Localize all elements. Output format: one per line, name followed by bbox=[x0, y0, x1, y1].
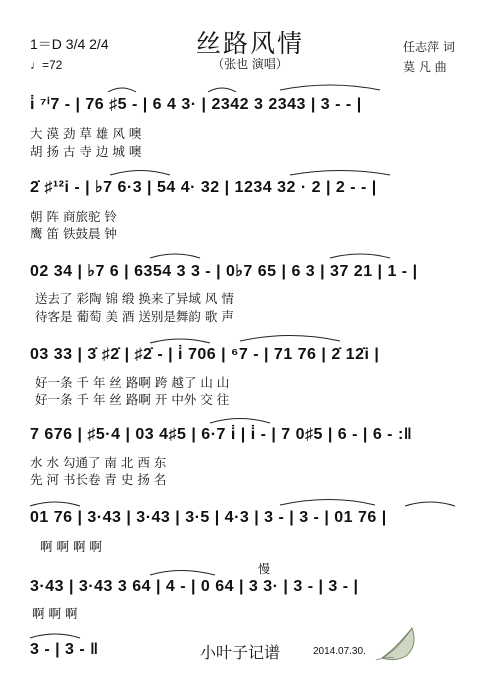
song-title: 丝路风情 bbox=[195, 29, 304, 58]
lyric-line: 水 水 勾通了 南 北 西 东 bbox=[30, 455, 167, 470]
slur-mark bbox=[405, 502, 455, 506]
transcriber-signature: 小叶子记谱 bbox=[200, 643, 281, 662]
lyric-line: 啊 啊 啊 bbox=[32, 606, 78, 621]
lyric-line: 好一条 千 年 丝 路啊 跨 越了 山 山 bbox=[35, 375, 230, 390]
lyric-line: 待客是 葡萄 美 酒 送别是舞韵 歌 声 bbox=[35, 309, 234, 324]
lyric-line: 鹰 笛 铁鼓晨 钟 bbox=[30, 226, 117, 241]
lyric-line: 大 漠 劲 草 雄 风 噢 bbox=[30, 126, 142, 141]
slur-mark bbox=[290, 171, 390, 176]
slur-mark bbox=[110, 171, 170, 176]
lyric-line: 朝 阵 商旅驼 铃 bbox=[30, 209, 117, 224]
slur-mark bbox=[210, 419, 270, 424]
tempo-mark: ♩=72 bbox=[30, 58, 63, 72]
slur-mark bbox=[330, 254, 390, 258]
notation-line: 3·43 | 3·43 3 64 | 4 - | 0 64 | 3 3· | 3 - | 3 - | bbox=[30, 578, 359, 595]
lyric-line: 啊 啊 啊 啊 bbox=[40, 539, 102, 554]
notation-line: i̇ ⁷ⁱ7 - | 76 ♯5 - | 6 4 3· | 2342 3 2343 | 3 - - | bbox=[30, 96, 362, 113]
slow-mark: 慢 bbox=[258, 562, 271, 576]
slur-mark bbox=[30, 634, 80, 638]
notation-line: 03 33 | 3̇ ♯2̇ | ♯2̇ - | i̇ 706 | ⁶7 - | 71 76 | 2̇ 12̇i | bbox=[30, 346, 380, 363]
notation-line: 2̇ ♯¹²i - | ♭7 6·3 | 54 4· 32 | 1234 32 · 2 | 2 - - | bbox=[30, 179, 377, 196]
slur-mark bbox=[280, 85, 380, 90]
lyric-line: 先 河 书长卷 青 史 扬 名 bbox=[30, 472, 167, 487]
composer-credit: 莫 凡 曲 bbox=[403, 60, 447, 74]
notation-line: 7 676 | ♯5·4 | 03 4♯5 | 6·7 i̇ | i̇ - | 7 0♯5 | 6 - | 6 - :‖ bbox=[30, 426, 413, 443]
slur-mark bbox=[150, 339, 210, 343]
leaf-icon bbox=[376, 628, 414, 660]
lyric-line: 好一条 千 年 丝 路啊 开 中外 交 往 bbox=[35, 392, 230, 407]
slur-mark bbox=[208, 88, 236, 92]
lyricist-credit: 任志萍 词 bbox=[403, 40, 455, 54]
notation-line: 02 34 | ♭7 6 | 6354 3 3 - | 0♭7 65 | 6 3 | 37 21 | 1 - | bbox=[30, 263, 418, 280]
notation-line: 3 - | 3 - ‖ bbox=[30, 641, 99, 658]
slur-mark bbox=[150, 254, 200, 258]
slur-mark bbox=[150, 571, 215, 576]
transcription-date: 2014.07.30. bbox=[313, 646, 366, 657]
singer-credit: （张也 演唱） bbox=[212, 57, 288, 71]
slur-mark bbox=[240, 336, 340, 342]
slur-mark bbox=[108, 88, 136, 92]
lyric-line: 胡 扬 古 寺 边 城 噢 bbox=[30, 144, 142, 159]
slur-mark bbox=[30, 502, 80, 506]
slur-mark bbox=[280, 500, 375, 506]
notation-line: 01 76 | 3·43 | 3·43 | 3·5 | 4·3 | 3 - | 3 - | 01 76 | bbox=[30, 509, 387, 526]
key-signature: 1＝D 3/4 2/4 bbox=[30, 36, 109, 52]
lyric-line: 送去了 彩陶 锦 缎 换来了异域 风 情 bbox=[35, 291, 234, 306]
